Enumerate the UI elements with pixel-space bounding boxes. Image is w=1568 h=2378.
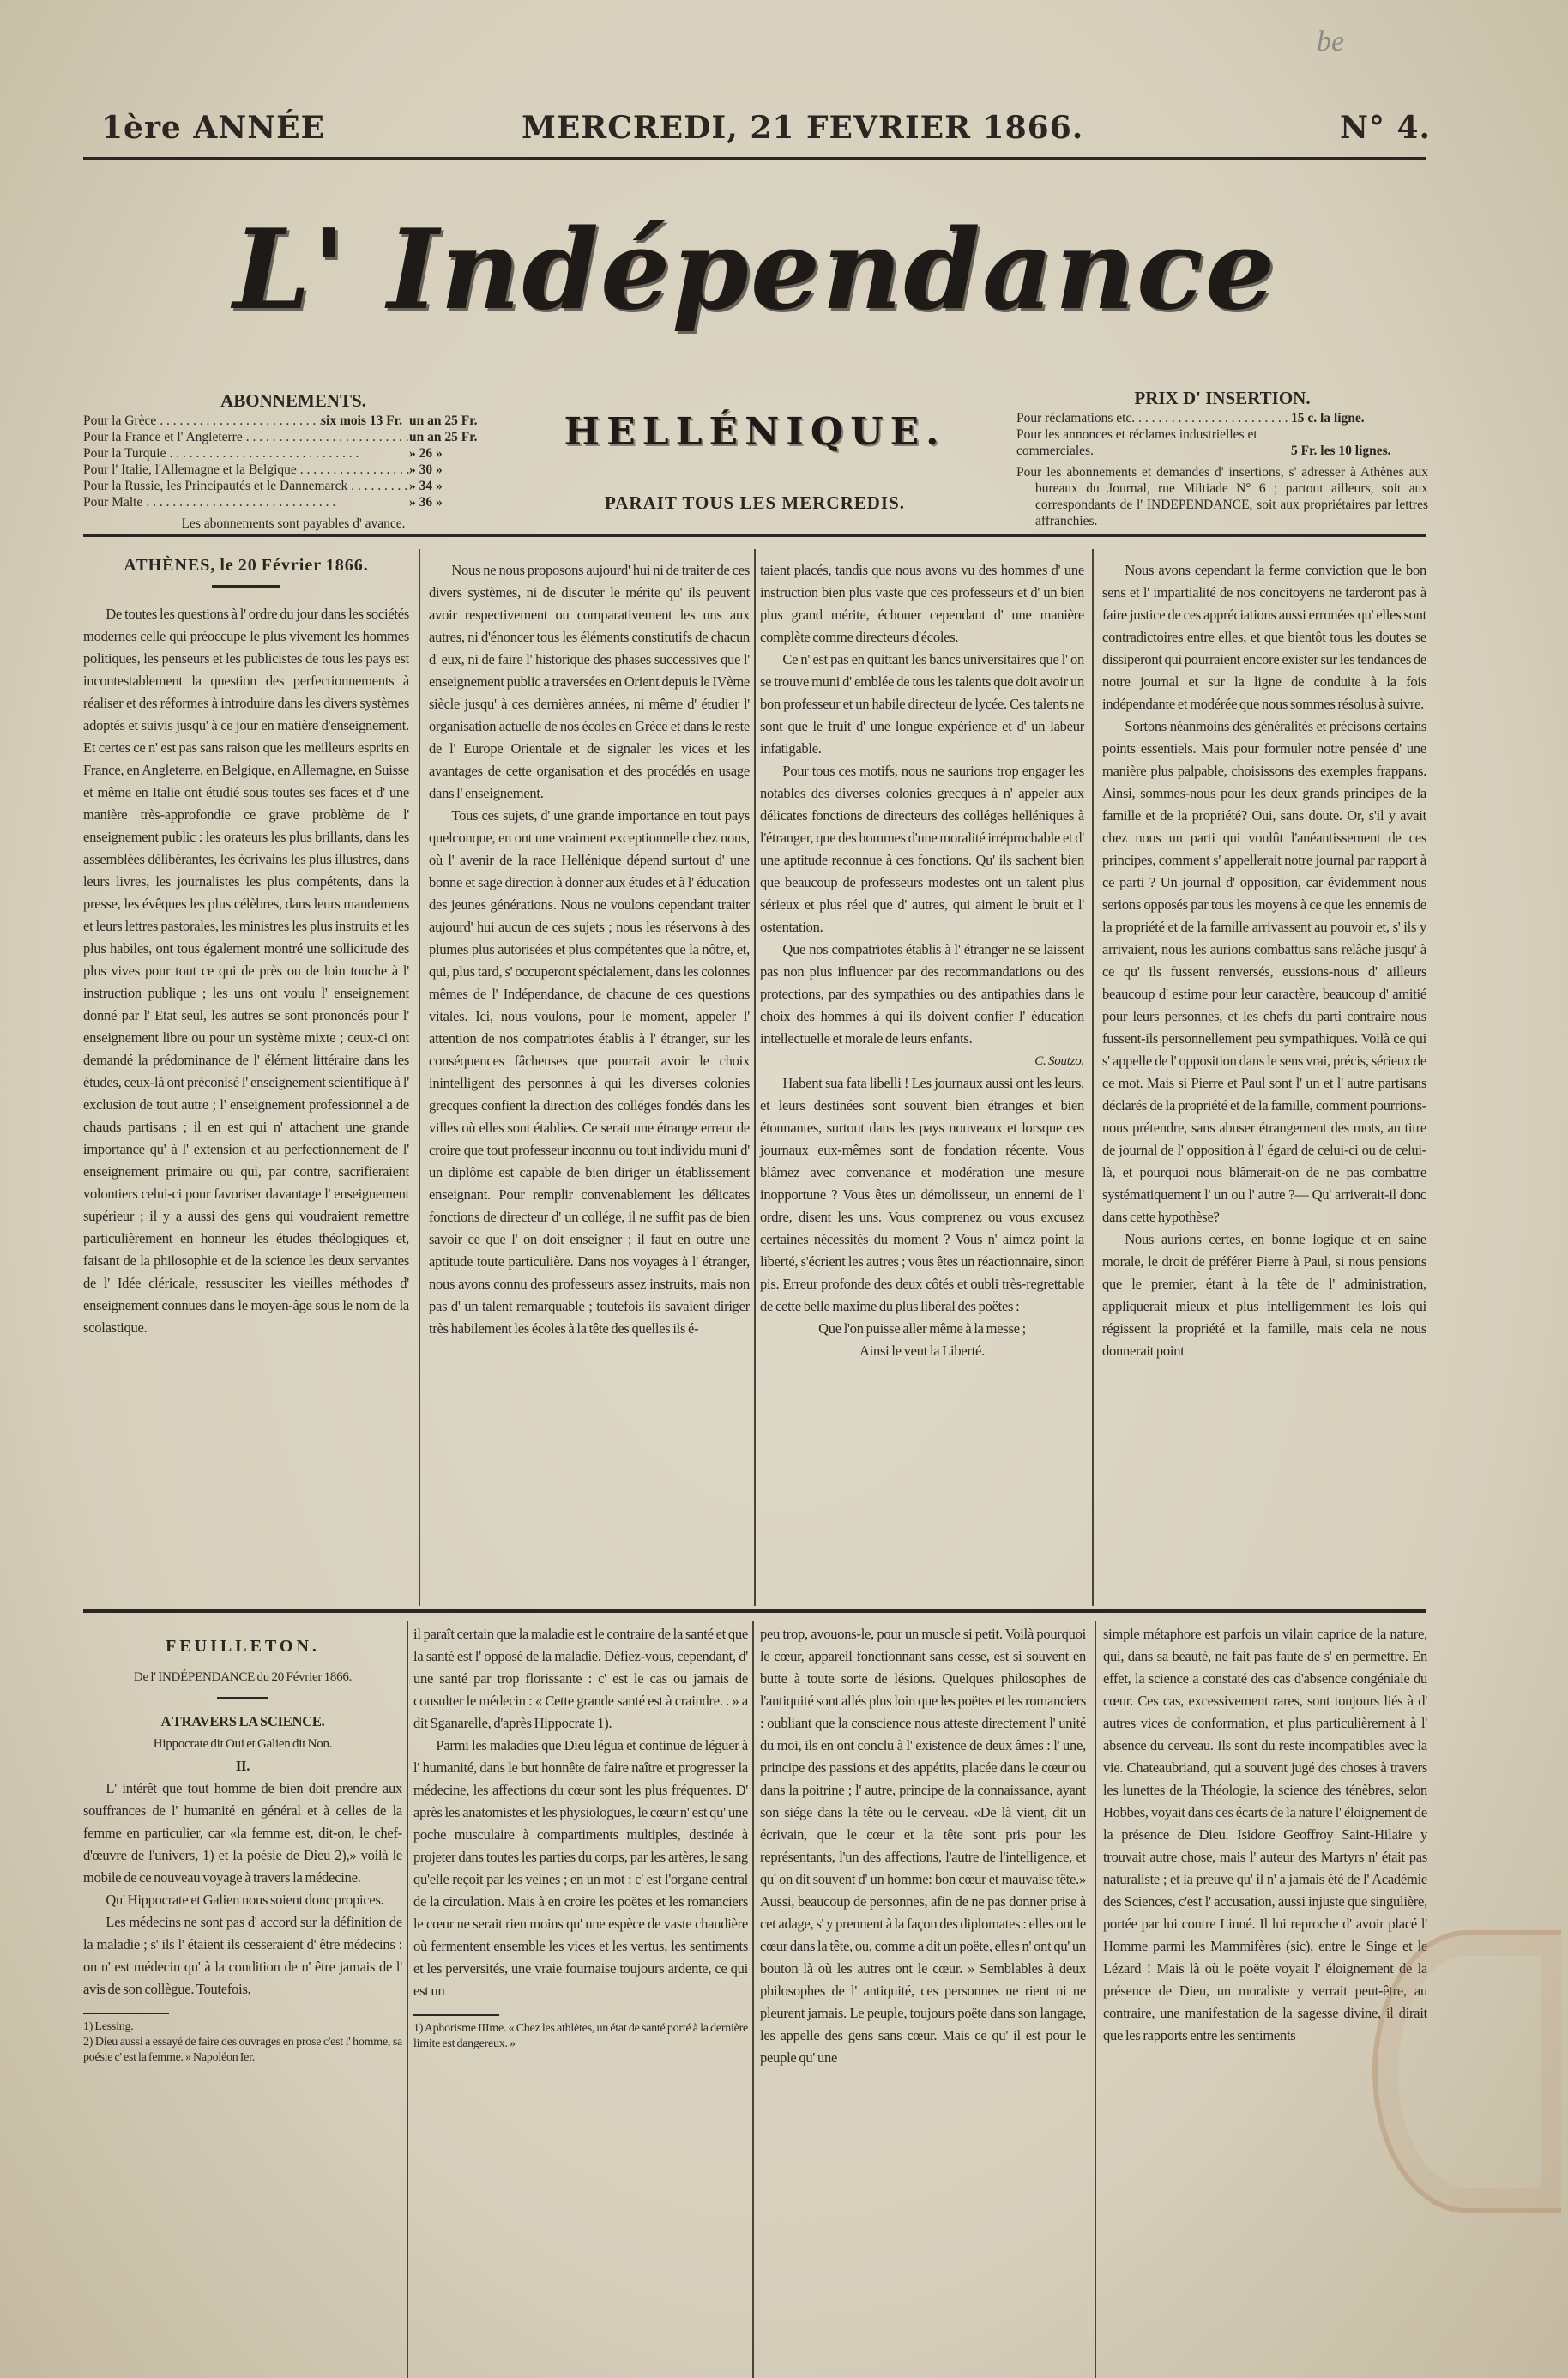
subscription-row: Pour Malte . . . » 36 » [83, 494, 504, 510]
paragraph: Habent sua fata libelli ! Les journaux aussi ont les leurs, et leurs destinées sont souvent bien étranges et bien étonnantes, surtout dans les pays nouveaux et lorsque ces journaux eux-mêmes sont de fondation récente. Vous blâmez avec convenance et modération une mesure inopportune ? Vous êtes un démolisseur, un ennemi de l' ordre, disent les uns. Vous comprenez ou vous excusez certaines nécessités du moment ? Vous n' aimez point la liberté, s'écrient les autres ; vous êtes un réactionnaire, sinon pis. Erreur profonde des deux côtés et oubli très-regrettable de cette belle maxime du plus libéral des poëtes : [760, 1075, 1084, 1314]
footnote: 1) Lessing. [83, 2020, 134, 2033]
feuilleton-column-4 [1103, 1623, 1427, 2047]
masthead-title: L' Indépendance [232, 206, 1277, 335]
paragraph: Ce n' est pas en quittant les bancs universitaires que l' on se trouve muni d' emblée de tous les talents que doit avoir un bon professeur et un habile directeur de lycée. Ces talents ne sont que le fruit d' une longue expérience et d' un labeur infatigable. [760, 651, 1084, 757]
paragraph: Sortons néanmoins des généralités et précisons certains points essentiels. Mais pour formuler notre pensée d' une manière plus palpable, choisissons des exemples frappans. Ainsi, sommes-nous pour les deux grands principes de la famille et de la propriété? Oui, sans doute. Or, s'il y avait chez nous un parti qui voulût l'anéantissement de ces principes, comment s' appellerait notre journal par rapport à ce parti ? Un journal d' opposition, car évidemment nous serions opposés par tous les moyens à ce que les ennemis de la propriété et de la famille arrivassent au pouvoir et, s' ils y arrivaient, nous les aurions combattus sans relâche jusqu' à ce qu' ils fussent renversés, eussions-nous d' ailleurs beaucoup d' estime pour leur caractère, beaucoup d' amitié pour leurs personnes, et les chefs du parti contraire nous fussent-ils personnellement peu sympathiques. Voilà ce qui s' appelle de l' opposition dans le sens vrai, précis, sérieux de ce mot. Mais si Pierre et Paul sont l' un et l' autre partisans déclarés de la propriété et de la famille, comment pourrions-nous prétendre, sans abuser étrangement des mots, au titre de journal de l' opposition à l' égard de celui-ci ou de celui-là, et pourquoi nous blâmerait-on de ne pas combattre systématiquement l' un ou l' autre ?— Qu' arriverait-il donc dans cette hypothèse? [1102, 718, 1426, 1225]
paragraph: Tous ces sujets, d' une grande importance en tout pays quelconque, en ont une vraiment exceptionnelle chez nous, où l' avenir de la race Hellénique dépend surtout d' une bonne et sage direction à donner aux études et à l' éducation des jeunes générations. Nous ne voulons cependant traiter aujourd' hui aucun de ces sujets ; nous les réservons à des plumes plus autorisées et plus compétentes que la nôtre, et, qui, plus tard, s' occuperont spécialement, dans les colonnes mêmes de l' Indépendance, de chacune de ces questions vitales. Ici, nous voulons, pour le moment, appeler l' attention de nos compatriotes établis à l' étranger, sur les conséquences fâcheuses que pourrait avoir le choix inintelligent des personnes à qui les diverses colonies grecques confient la direction des colléges fondés dans les villes où elles sont établies. Ce serait une étrange erreur de croire que tout professeur inconnu ou tout individu muni d' un diplôme est capable de bien diriger un établissement enseignant. Pour remplir convenablement les délicates fonctions de directeur d' un collége, il ne suffit pas de bien savoir ce que l' on doit enseigner ; il faut en outre une aptitude toute particulière. Dans nos voyages à l' étranger, nous avons connu des professeurs assez instruits, mais non pas d' un talent remarquable ; toutefois ils savaient diriger très habilement les écoles à la tête des quelles ils é- [429, 807, 750, 1337]
feuilleton-subtitle: Hippocrate dit Oui et Galien dit Non. [153, 1737, 333, 1751]
subscriptions-box [83, 390, 504, 532]
paragraph: Les médecins ne sont pas d' accord sur la définition de la maladie ; s' ils l' étaient ils cesseraient d' être médecins : on n' est médecin qu' à la condition de n' être jamais de l' avis de son collègue. Toutefois, [83, 1914, 402, 1997]
year-label: 1ère ANNÉE [101, 110, 325, 146]
paragraph: peu trop, avouons-le, pour un muscle si petit. Voilà pourquoi le cœur, appareil fonctionnant sans cesse, est si souvent en butte à toute sorte de lésions. Quelques philosophes de l'antiquité sont allés plus loin que les poëtes et les romanciers : oubliant que la conscience nous atteste directement l' unité du moi, ils en ont conclu à l' existence de deux âmes : l' une, principe des passions et des appétits, placée dans le cœur ou dans la poitrine ; l' autre, principe de la connaissance, ayant son siége dans la tête ou le cerveau. «De là vient, dit un écrivain, que le cœur et la tête sont pris pour les représentants, l'un des affections, l'autre de l'intelligence, et qu' on dit souvent d' un homme: bon cœur et mauvaise tête.» Aussi, beaucoup de personnes, afin de ne pas donner prise à cet adage, s' y prennent à la façon des diplomates : elles ont le cœur dans la tête, ou, comme a dit un poëte, elles n' ont qu' un bouton là où les autres ont le cœur. » Semblables à deux philosophes de l' antiquité, ces personnes ne rient ni ne pleurent jamais. Le peuple, toujours poëte dans son langage, les appelle des gens sans cœur. Mais ce qu' il est pour le peuple qu' une [760, 1626, 1086, 2066]
verse-line: Que l'on puisse aller même à la messe ; [818, 1320, 1026, 1337]
verse-line: Ainsi le veut la Liberté. [859, 1343, 985, 1359]
subscription-row: Pour la Turquie . . . » 26 » [83, 445, 504, 462]
footnote: 1) Aphorisme IIIme. « Chez les athlètes, un état de santé porté à la dernière limite est dangereux. » [413, 2022, 748, 2050]
publication-frequency: PARAIT TOUS LES MERCREDIS. [604, 492, 906, 513]
column-divider [752, 1621, 754, 2378]
pencil-mark: be [1317, 26, 1345, 57]
paragraph: il paraît certain que la maladie est le contraire de la santé et que la santé est l' opposé de la maladie. Défiez-vous, cependant, d' une santé par trop florissante : c' est le cas ou jamais de consulter le médecin : « Cette grande santé est à craindre. . » a dit Sganarelle, d'après Hippocrate 1). [413, 1626, 748, 1731]
paragraph: simple métaphore est parfois un vilain caprice de la nature, qui, dans sa beauté, ne fait pas faute de s' en permettre. En effet, la science a constaté des cas d'absence congéniale du cœur. Ces cas, excessivement rares, sont toujours liés à d' autres vices de conformation, et plus particulièrement à l' absence du cerveau. Ils sont du reste incompatibles avec la vie. Chateaubriand, qui a souvent jugé des choses à travers les lunettes de la Théologie, la science des ténèbres, selon Hobbes, voyait dans ces écarts de la nature l' éloignement de la présence de Dieu. Isidore Geoffroy Saint-Hilaire y trouvait autre chose, mais l' auteur des Martyrs n' était pas naturaliste ; et la preuve qu' il n' a jamais été de l' Académie des Sciences, c'est l' accusation, aussi injuste que singulière, portée par lui contre Linné. Il lui reproche d' avoir placé l' Homme parmi les Mammifères (sic), entre le Singe et le Lézard ! Mais là où le poëte voyait l' éloignement de la présence de Dieu, un moraliste y verrait peut-être, au contraire, une manifestation de la sagesse divine, il dirait que les rapports entre les sentiments [1103, 1626, 1427, 2043]
library-stamp [1372, 1930, 1561, 2213]
feuilleton-column-3 [760, 1623, 1086, 2069]
issue-date: MERCREDI, 21 FEVRIER 1866. [522, 110, 1084, 146]
paragraph: Qu' Hippocrate et Galien nous soient donc propices. [106, 1892, 384, 1908]
column-divider [419, 549, 420, 1606]
paragraph: De toutes les questions à l' ordre du jour dans les sociétés modernes celle qui préoccupe le plus vivement les hommes politiques, les penseurs et les publicistes de tous les pays est incontestablement la question des perfectionnements à réaliser et des réformes à introduire dans les divers systèmes adoptés et suivis jusqu' à ce jour en matière d'enseignement. Et certes ce n' est pas sans raison que les meilleurs esprits en France, en Angleterre, en Belgique, en Allemagne, en Suisse et même en Italie ont étudié sous toutes ses faces et d' une manière très-approfondie ce grave problème de l' enseignement public : les orateurs les plus brillants, dans les assemblées délibérantes, les écrivains les plus illustres, dans leurs livres, les journalistes les plus compétents, dans la presse, les évêques les plus célèbres, dans leurs mandemens et leurs lettres pastorales, les ministres les plus instruits et les plus habiles, ont tous également montré une sollicitude des plus vives pour tout ce qui de près ou de loin touche à l' instruction publique ; les uns ont voulu l' enseignement donné par l' Etat seul, les autres se sont prononcés pour l' enseignement libre ou pour un système mixte ; ceux-ci ont demandé la prédominance de l' élément littéraire dans les études, ceux-là ont préconisé l' enseignement scientifique à l' exclusion de tout autre ; l' enseignement professionnel a de chauds partisans ; il en est qui n' attachent une grande importance qu' à l' extension et au perfectionnement de l' enseignement primaire ou qui, par contre, sacrifieraient volontiers celui-ci pour favoriser davantage l' enseignement supérieur ; il y a aussi des gens qui voudraient remettre particulièrement en honneur les études théologiques et, faisant de la philosophie et de la science les deux servantes de l' Idée cléricale, ressusciter les vieilles méthodes d' enseignement connues dans le moyen-âge sous le nom de la scolastique. [83, 606, 409, 1336]
leader-column-1 [83, 549, 409, 1339]
paragraph: taient placés, tandis que nous avons vu des hommes d' une instruction bien plus vaste que ces professeurs et d' un bien plus grand mérite, échouer cependant d' une manière complète comme directeurs d'écoles. [760, 562, 1084, 645]
insertion-row: Pour réclamations etc. . . . 15 c. la ligne. [1016, 410, 1428, 426]
feuilleton-column-1 [83, 1630, 402, 2066]
insertion-note: Pour les abonnements et demandes d' insertions, s' adresser à Athènes aux bureaux du Journal, rue Miltiade N° 6 ; partout ailleurs, soit aux correspondants de l' INDEPENDANCE, soit aux propriétaires par lettres affranchies. [1016, 465, 1428, 528]
paragraph: Nous ne nous proposons aujourd' hui ni de traiter de ces divers systèmes, ni de discuter le mérite qu' ils peuvent avoir respectivement ou comparativement les uns aux autres, ni d'énoncer tous les éléments constitutifs de chacun d' eux, ni de faire l' historique des phases successives que l' enseignement public a traversées en Orient depuis le IVème siècle jusqu' à ces dernières années, ni même d' étudier l' organisation actuelle de nos écoles en Grèce et dans le reste de l' Europe Orientale et de signaler les vices et les avantages de cette organisation et des procédés en usage dans l' enseignement. [429, 562, 750, 801]
paragraph: Parmi les maladies que Dieu légua et continue de léguer à l' humanité, dans le but honnête de faire naître et progresser la médecine, les affections du cœur sont les plus fréquentes. D' après les anatomistes et les physiologues, le cœur n' est qu' une poche musculaire à compartiments multiples, destinée à projeter dans toutes les parties du corps, par les artères, le sang qu'elle reçoit par les veines ; en un mot : c' est l'organe central de la circulation. Mais à en croire les poëtes et les romanciers le cœur ne serait rien moins qu' une espèce de vaste chaudière où fermentent ensemble les vices et les vertus, les sentiments et les perversités, une vraie fournaise toujours ardente, ce qui est un [413, 1737, 748, 1999]
issue-number: N° 4. [1340, 110, 1432, 146]
feuilleton-label: FEUILLETON. [166, 1637, 320, 1656]
paragraph: Nous avons cependant la ferme conviction que le bon sens et l' impartialité de nos concitoyens ne tarderont pas à faire justice de ces appréciations aussi erronées qu' elles sont contradictoires entre elles, et que bientôt tous les doutes se dissiperont qui pourraient encore exister sur les tendances de notre journal et sur la ligne de conduite à la fois indépendante et modérée que nous sommes résolus à suivre. [1102, 562, 1426, 712]
feuilleton-column-2 [413, 1623, 748, 2052]
paragraph: L' intérêt que tout homme de bien doit prendre aux souffrances de l' humanité en général et à celles de la femme en particulier, car «la femme est, dit-on, le chef-d'œuvre de l'univers, 1) et la poésie de Dieu 2),» voilà le mobile de ce nouveau voyage à travers la médecine. [83, 1780, 402, 1886]
footnote: 2) Dieu aussi a essayé de faire des ouvrages en prose c'est l' homme, sa poésie c' est la femme. » Napoléon Ier. [83, 2036, 402, 2064]
paragraph: Nous aurions certes, en bonne logique et en saine morale, le droit de préférer Pierre à Paul, si nous pensions que le premier, étant à la tête de l' administration, appliquerait mieux et plus intelligemment les lois qui régissent la propriété et la famille, mais cela ne nous donnerait point [1102, 1231, 1426, 1359]
leader-heading: ATHÈNES, le 20 Février 1866. [124, 556, 369, 575]
feuilleton-title: A TRAVERS LA SCIENCE. [160, 1713, 325, 1729]
column-divider [407, 1621, 408, 2378]
paragraph: Pour tous ces motifs, nous ne saurions trop engager les notables des diverses colonies grecques à n' appeler aux délicates fonctions de directeurs des colléges helléniques à l'étranger, que des hommes d'une moralité irréprochable et d' une aptitude reconnue à ces fonctions. Qu' ils sachent bien que beaucoup de professeurs modestes ont un talent plus sérieux et plus réel que d' autres, qui aiment le bruit et l' ostentation. [760, 763, 1084, 935]
insertion-prices-box [1016, 390, 1428, 529]
paragraph: Que nos compatriotes établis à l' étranger ne se laissent pas non plus influencer par des recommandations ou des protections, par des sympathies ou des antipathies dans le choix des hommes à qui ils doivent confier l' éducation intellectuelle et morale de leurs enfants. [760, 941, 1084, 1047]
subscriptions-title: ABONNEMENTS. [220, 390, 366, 411]
subscription-row: Pour la Russie, les Principautés et le Dannemarck . . . » 34 » [83, 478, 504, 494]
masthead-subtitle: HELLÉNIQUE. [564, 410, 946, 454]
insertion-row: Pour les annonces et réclames industrielles et commerciales. 5 Fr. les 10 lignes. [1016, 427, 1391, 458]
signature: C. Soutzo. [1034, 1054, 1084, 1068]
column-divider [1092, 549, 1094, 1606]
column-divider [754, 549, 756, 1606]
feuilleton-rule [83, 1609, 1426, 1613]
subscription-row: Pour l' Italie, l'Allemagne et la Belgique . . . » 30 » [83, 462, 504, 478]
subscription-row: Pour la Grèce . . . six mois 13 Fr. un an 25 Fr. [83, 413, 504, 429]
subscriptions-note: Les abonnements sont payables d' avance. [181, 516, 406, 531]
feuilleton-source: De l' INDÉPENDANCE du 20 Février 1866. [133, 1670, 353, 1684]
column-divider [1095, 1621, 1096, 2378]
masthead-rule [83, 534, 1426, 537]
leader-column-2 [429, 559, 750, 1340]
subscription-row: Pour la France et l' Angleterre . . . un an 25 Fr. [83, 429, 504, 445]
feuilleton-part: II. [235, 1758, 250, 1774]
insertion-title: PRIX D' INSERTION. [1134, 388, 1311, 408]
leader-column-3 [760, 559, 1084, 1362]
editorial-column-4 [1102, 559, 1426, 1362]
